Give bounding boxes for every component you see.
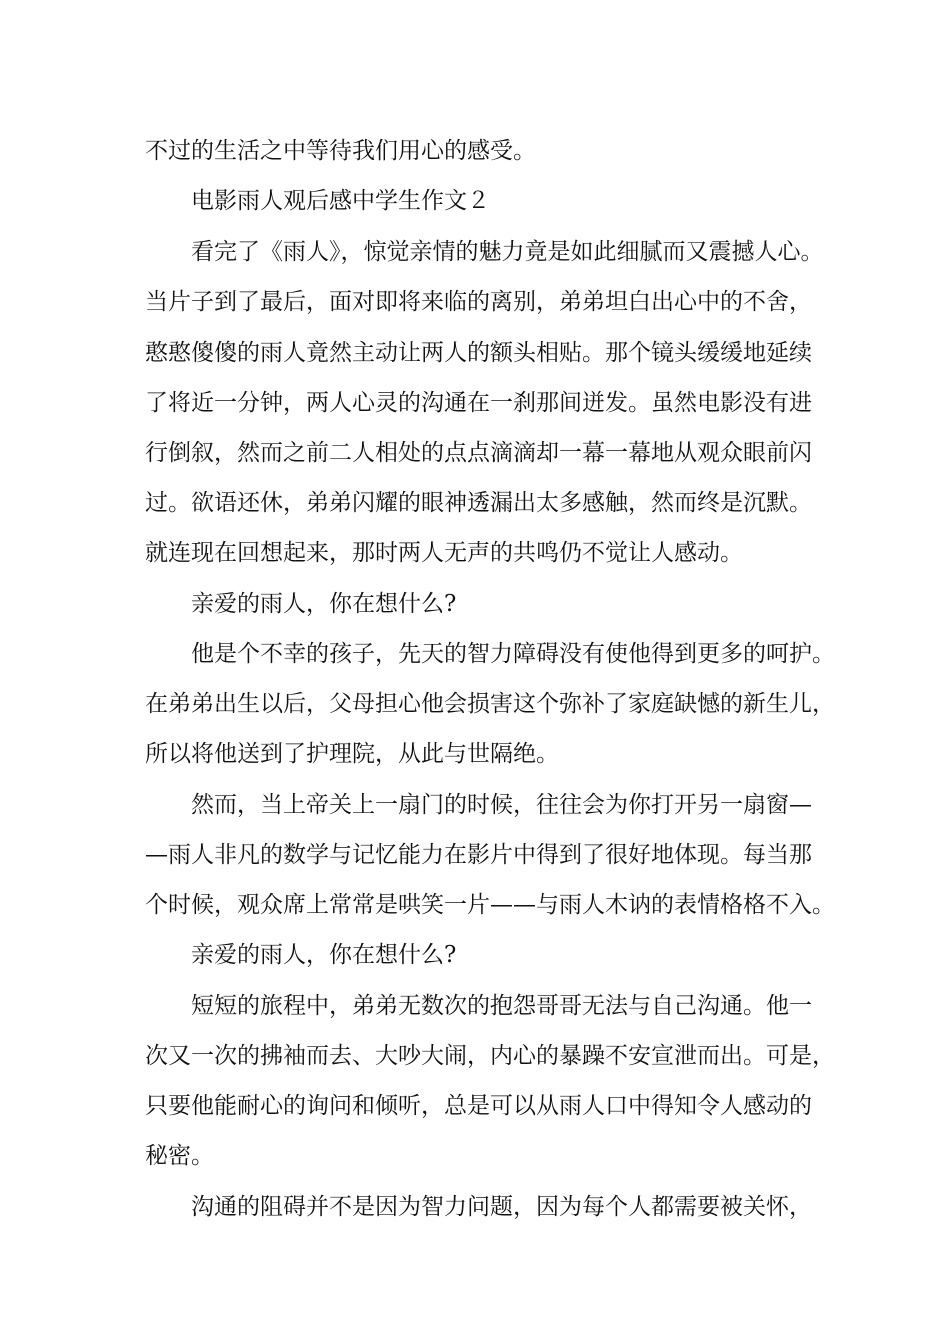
text-line: 当片子到了最后，面对即将来临的离别，弟弟坦白出心中的不舍， bbox=[145, 289, 812, 315]
text-line: 在弟弟出生以后，父母担心他会损害这个弥补了家庭缺憾的新生儿， bbox=[145, 691, 835, 717]
text-line: 沟通的阻碍并不是因为智力问题，因为每个人都需要被关怀， bbox=[191, 1194, 812, 1220]
text-line: 他是个不幸的孩子，先天的智力障碍没有使他得到更多的呵护。 bbox=[191, 641, 835, 667]
text-line: 亲爱的雨人，你在想什么? bbox=[191, 591, 457, 617]
text-line: 只要他能耐心的询问和倾听，总是可以从雨人口中得知令人感动的 bbox=[145, 1093, 812, 1119]
text-line: 次又一次的拂袖而去、大吵大闹，内心的暴躁不安宣泄而出。可是， bbox=[145, 1043, 835, 1069]
text-line: 了将近一分钟，两人心灵的沟通在一刹那间迸发。虽然电影没有进 bbox=[145, 390, 812, 416]
text-line: 就连现在回想起来，那时两人无声的共鸣仍不觉让人感动。 bbox=[145, 540, 743, 566]
text-line: 憨憨傻傻的雨人竟然主动让两人的额头相贴。那个镜头缓缓地延续 bbox=[145, 340, 812, 366]
text-line: 秘密。 bbox=[145, 1143, 214, 1169]
text-line: 短短的旅程中，弟弟无数次的抱怨哥哥无法与自己沟通。他一 bbox=[191, 993, 812, 1019]
text-line: 行倒叙，然而之前二人相处的点点滴滴却一幕一幕地从观众眼前闪 bbox=[145, 440, 812, 466]
text-line: 个时候，观众席上常常是哄笑一片——与雨人木讷的表情格格不入。 bbox=[145, 892, 835, 918]
text-line: 过。欲语还休，弟弟闪耀的眼神透漏出太多感触，然而终是沉默。 bbox=[145, 490, 812, 516]
text-line: 然而，当上帝关上一扇门的时候，往往会为你打开另一扇窗— bbox=[191, 792, 812, 818]
text-line: 看完了《雨人》，惊觉亲情的魅力竟是如此细腻而又震撼人心。 bbox=[191, 239, 824, 265]
text-line: —雨人非凡的数学与记忆能力在影片中得到了很好地体现。每当那 bbox=[145, 842, 812, 868]
text-line: 所以将他送到了护理院，从此与世隔绝。 bbox=[145, 741, 559, 767]
text-line: 亲爱的雨人，你在想什么? bbox=[191, 942, 457, 968]
section-heading: 电影雨人观后感中学生作文２ bbox=[191, 188, 490, 214]
text-line: 不过的生活之中等待我们用心的感受。 bbox=[145, 138, 536, 164]
